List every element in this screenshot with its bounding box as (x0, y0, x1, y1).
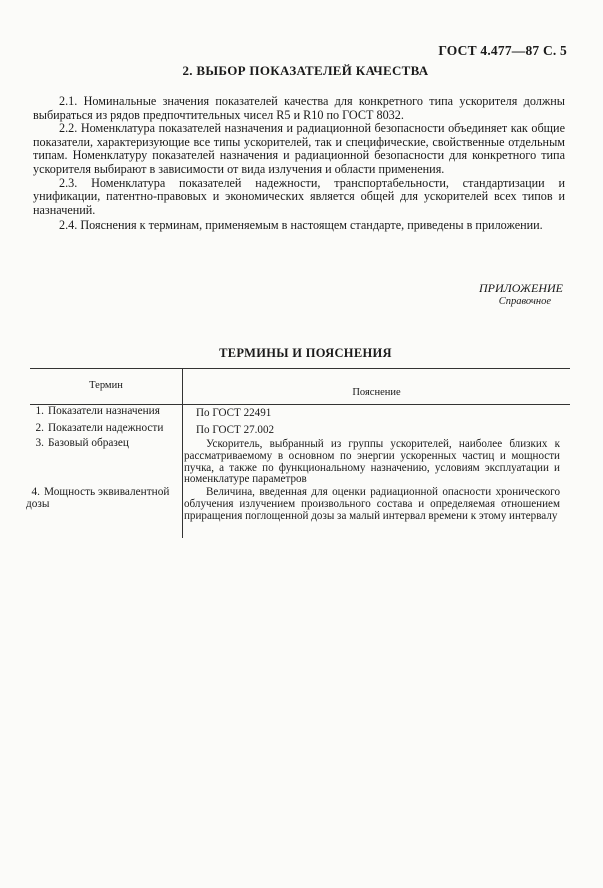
paragraph-2-4: 2.4. Пояснения к терминам, применяемым в настоящем стандарте, приведены в приложении. (59, 218, 543, 233)
header-term: Термин (89, 380, 123, 391)
row-number: 4. (31, 486, 40, 498)
table-row-term (30, 437, 180, 449)
table-row-term (30, 405, 180, 417)
table-title: ТЕРМИНЫ И ПОЯСНЕНИЯ (219, 346, 392, 360)
row-number: 2. (35, 422, 44, 434)
section-title: 2. ВЫБОР ПОКАЗАТЕЛЕЙ КАЧЕСТВА (182, 63, 429, 78)
table-row-explanation: По ГОСТ 27.002 (196, 424, 275, 436)
table-top-rule (30, 368, 570, 369)
section-body (33, 95, 565, 233)
term-text: Мощность эквивалентной дозы (26, 486, 170, 510)
appendix-title: ПРИЛОЖЕНИЕ (479, 281, 563, 295)
table-row-explanation: По ГОСТ 22491 (196, 407, 272, 419)
appendix-type: Справочное (498, 296, 551, 307)
term-text: Базовый образец (48, 437, 129, 449)
table-row-term (30, 422, 180, 434)
table-row-explanation: Величина, введенная для оценки радиационной опасности хронического облучения излучением произвольного состава и определяемая отношением приращения поглощенной дозы за малый интервал времени к этому интервалу (184, 486, 560, 522)
term-text: Показатели надежности (48, 422, 164, 434)
row-number: 3. (35, 437, 44, 449)
paragraph-2-1: 2.1. Номинальные значения показателей качества для конкретного типа ускорителя должны выбираться из рядов предпочтительных чисел R5 и R10 по ГОСТ 8032. (33, 94, 565, 122)
appendix-label (479, 281, 563, 307)
paragraph-2-2: 2.2. Номенклатура показателей назначения и радиационной безопасности объединяет как общие показатели, характеризующие все типы ускорителей, так и специфические, свойственные отдельным типам. Номенклатуру показателей назначения и радиационной безопасности для конкретного типа ускорителя выбирают в зависимости от вида излучения и области применения. (33, 121, 565, 176)
table-row-explanation: Ускоритель, выбранный из группы ускорителей, наиболее близких к рассматриваемому в основном по энергии ускоренных частиц и мощности пучка, а также по функциональному назначению, условиям эксплуатации и номенклатуре параметров (184, 438, 560, 486)
paragraph-2-3: 2.3. Номенклатура показателей надежности, транспортабельности, стандартизации и унификации, патентно-правовых и экономических является общей для ускорителей всех типов и назначений. (33, 175, 565, 217)
header-explanation: Пояснение (352, 387, 401, 398)
table-row-term (26, 486, 178, 510)
term-text: Показатели назначения (48, 405, 160, 417)
document-reference: ГОСТ 4.477—87 С. 5 (438, 43, 567, 58)
row-number: 1. (35, 405, 44, 417)
